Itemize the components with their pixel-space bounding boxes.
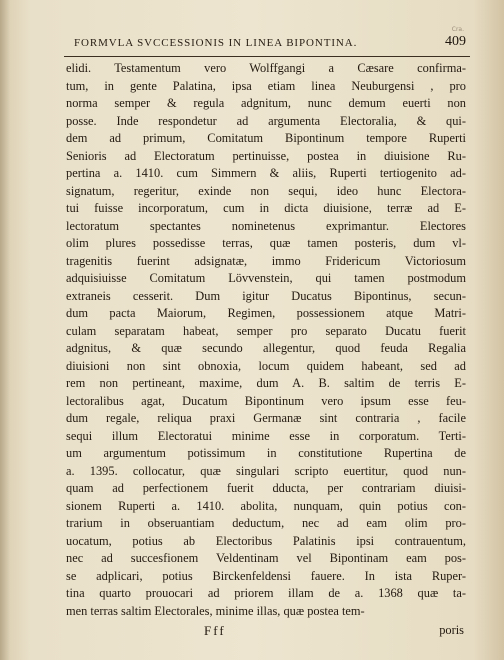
text-line: tum, in gente Palatina, ipsa etiam linea Neuburgensi , pro <box>66 78 466 93</box>
text-line: men terras saltim Electorales, minime illas, quæ postea tem- <box>66 603 365 618</box>
page-footer <box>66 623 466 641</box>
text-line: lectoratum spectantes nominetenus exprimantur. Electores <box>66 218 466 233</box>
pencil-annotation: Cra. <box>451 26 464 33</box>
text-line: olim plures possedisse terras, quæ tamen posteris, dum vl- <box>66 236 466 250</box>
text-line: trarium in obseruantiam deductum, nec ad eam olim pro- <box>66 516 466 530</box>
text-line: tragenitis fuerint adsignatæ, immo Fridericum Victoriosum <box>66 253 466 268</box>
text-line: um argumentum potissimum in constitutione Rupertina de <box>66 446 466 460</box>
text-line: dum regale, reliqua praxi Germanæ sint contraria , facile <box>66 411 466 425</box>
text-line: adgnitus, & quæ secundo allegentur, quod feuda Regalia <box>66 341 466 355</box>
text-line: signatum, regeritur, exinde non sequi, ideo hunc Electora- <box>66 183 466 198</box>
text-line: elidi. Testamentum vero Wolffgangi a Cæsare confirma- <box>66 61 466 75</box>
text-line: nec ad succesfionem Veldentinam vel Bipontinam eam pos- <box>66 551 466 565</box>
text-line: extraneis cesserit. Dum igitur Ducatus Bipontinus, secun- <box>66 288 466 303</box>
text-line: tui fuisse incorporatum, cum in dicta diuisione, terræ ad E- <box>66 201 466 215</box>
header-rule <box>64 56 470 57</box>
page-number: 409 <box>445 34 466 49</box>
text-line: diuisioni non sint obnoxia, locum quidem habeant, sed ad <box>66 358 466 373</box>
text-line: sequi illum Electoratui minime esse in corporatum. Terti- <box>66 428 466 443</box>
signature-mark: Fff <box>204 623 226 638</box>
text-line: posse. Inde respondetur ad argumenta Electoralia, & qui- <box>66 113 466 128</box>
page-header <box>74 26 466 54</box>
text-line: norma semper & regula adgnitum, nunc demum euerti non <box>66 96 466 110</box>
text-line: rem non pertineant, maxime, dum A. B. saltim de terris E- <box>66 376 466 390</box>
body-text <box>66 60 466 620</box>
text-line: Senioris ad Electoratum pertinuisse, postea in diuisione Ru- <box>66 148 466 163</box>
text-line: uocatum, potius ab Electoribus Palatinis ipsi contrauentum, <box>66 533 466 548</box>
text-line: quam ad perfectionem fuerit dducta, per contrariam diuisi- <box>66 481 466 495</box>
text-line: adquisiuisse Comitatum Lövvenstein, qui tamen postmodum <box>66 271 466 285</box>
text-line: pertina a. 1410. cum Simmern & aliis, Ruperti tertiogenito ad- <box>66 166 466 180</box>
text-line: lectoralibus agat, Ducatum Bipontinum vero ipsum esse feu- <box>66 393 466 408</box>
text-line: a. 1395. collocatur, quæ singulari scripto euertitur, quod nun- <box>66 463 466 478</box>
catchword: poris <box>439 623 464 637</box>
text-line: tina quarto prouocari ad priorem illam de a. 1368 quæ ta- <box>66 586 466 600</box>
text-line: dem ad primum, Comitatum Bipontinum tempore Ruperti <box>66 131 466 145</box>
running-head: FORMVLA SVCCESSIONIS IN LINEA BIPONTINA. <box>74 37 358 49</box>
text-line: se adplicari, potius Birckenfeldensi fauere. In ista Ruper- <box>66 568 466 583</box>
gutter-shadow <box>0 0 10 660</box>
text-line: dum pacta Maiorum, Regimen, possessionem atque Matri- <box>66 306 466 320</box>
text-line: culam separatam habeat, semper pro separato Ducatu fuerit <box>66 323 466 338</box>
text-line: sionem Ruperti a. 1410. abolita, nunquam, quin potius con- <box>66 498 466 513</box>
